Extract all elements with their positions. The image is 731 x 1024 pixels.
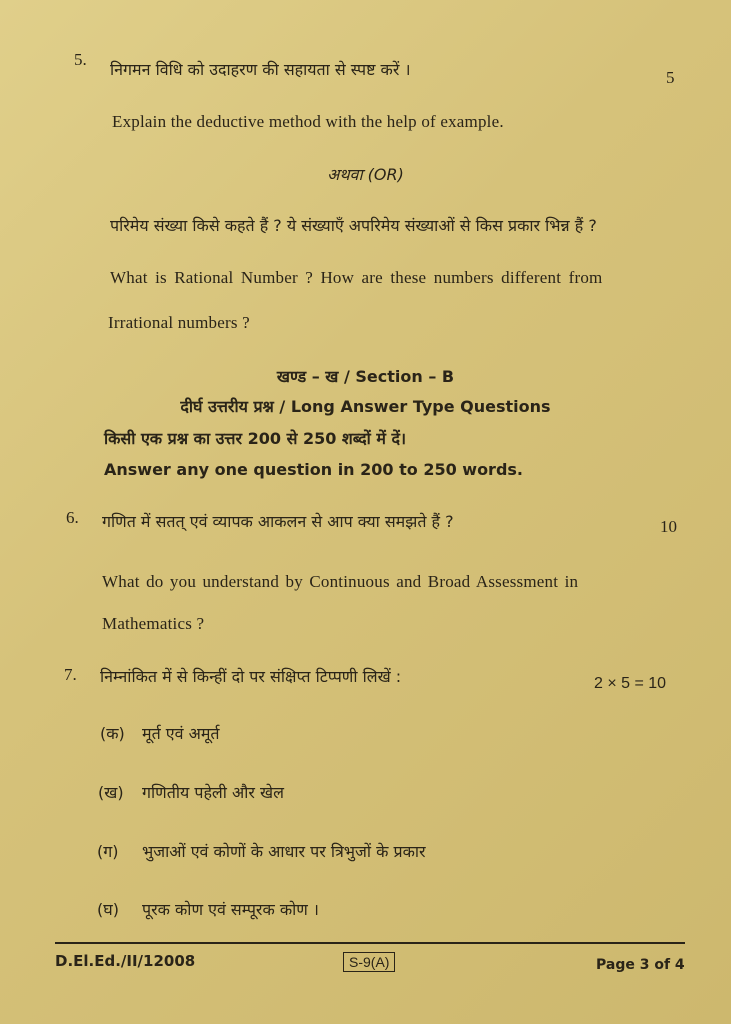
course-code: D.El.Ed./II/12008 <box>55 952 196 970</box>
question-5-alt-english-line2: Irrational numbers ? <box>108 313 250 332</box>
question-5-alt-hindi: परिमेय संख्या किसे कहते हैं ? ये संख्याएँ अपरिमेय संख्याओं से किस प्रकार भिन्न हैं ? <box>110 216 597 235</box>
section-subtitle: दीर्घ उत्तरीय प्रश्न / Long Answer Type Questions <box>180 397 551 416</box>
option-text-ga: भुजाओं एवं कोणों के आधार पर त्रिभुजों के प्रकार <box>142 842 426 861</box>
page-number: Page 3 of 4 <box>596 957 685 973</box>
question-6-number: 6. <box>66 508 79 527</box>
option-text-gha: पूरक कोण एवं सम्पूरक कोण । <box>142 900 319 919</box>
instruction-hindi: किसी एक प्रश्न का उत्तर 200 से 250 शब्दों में दें। <box>104 429 407 448</box>
question-5-marks: 5 <box>666 68 675 87</box>
option-label-kha: (ख) <box>98 783 124 802</box>
question-7-marks: 2 × 5 = 10 <box>594 675 667 692</box>
question-6-english-line1: What do you understand by Continuous and Broad Assessment in <box>102 572 579 591</box>
instruction-english: Answer any one question in 200 to 250 words. <box>104 460 523 479</box>
footer-divider <box>55 942 685 944</box>
question-5-alt-english-line1: What is Rational Number ? How are these numbers different from <box>110 268 603 287</box>
option-text-ka: मूर्त एवं अमूर्त <box>142 724 220 743</box>
option-label-ka: (क) <box>100 724 125 743</box>
question-7-hindi: निम्नांकित में से किन्हीं दो पर संक्षिप्त टिप्पणी लिखें : <box>100 667 402 686</box>
question-7-number: 7. <box>64 665 77 684</box>
question-6-marks: 10 <box>660 517 677 536</box>
section-title: खण्ड – ख / Section – B <box>276 367 455 386</box>
question-5-number: 5. <box>74 50 87 69</box>
question-6-hindi: गणित में सतत् एवं व्यापक आकलन से आप क्या समझते हैं ? <box>102 512 454 531</box>
or-divider: अथवा (OR) <box>327 165 404 184</box>
option-label-ga: (ग) <box>97 842 119 861</box>
set-code: S-9(A) <box>343 952 395 972</box>
question-6-english-line2: Mathematics ? <box>102 614 205 633</box>
option-label-gha: (घ) <box>97 900 119 919</box>
question-5-hindi: निगमन विधि को उदाहरण की सहायता से स्पष्ट करें । <box>110 60 411 79</box>
question-5-english: Explain the deductive method with the help of example. <box>112 112 504 131</box>
option-text-kha: गणितीय पहेली और खेल <box>142 783 284 802</box>
